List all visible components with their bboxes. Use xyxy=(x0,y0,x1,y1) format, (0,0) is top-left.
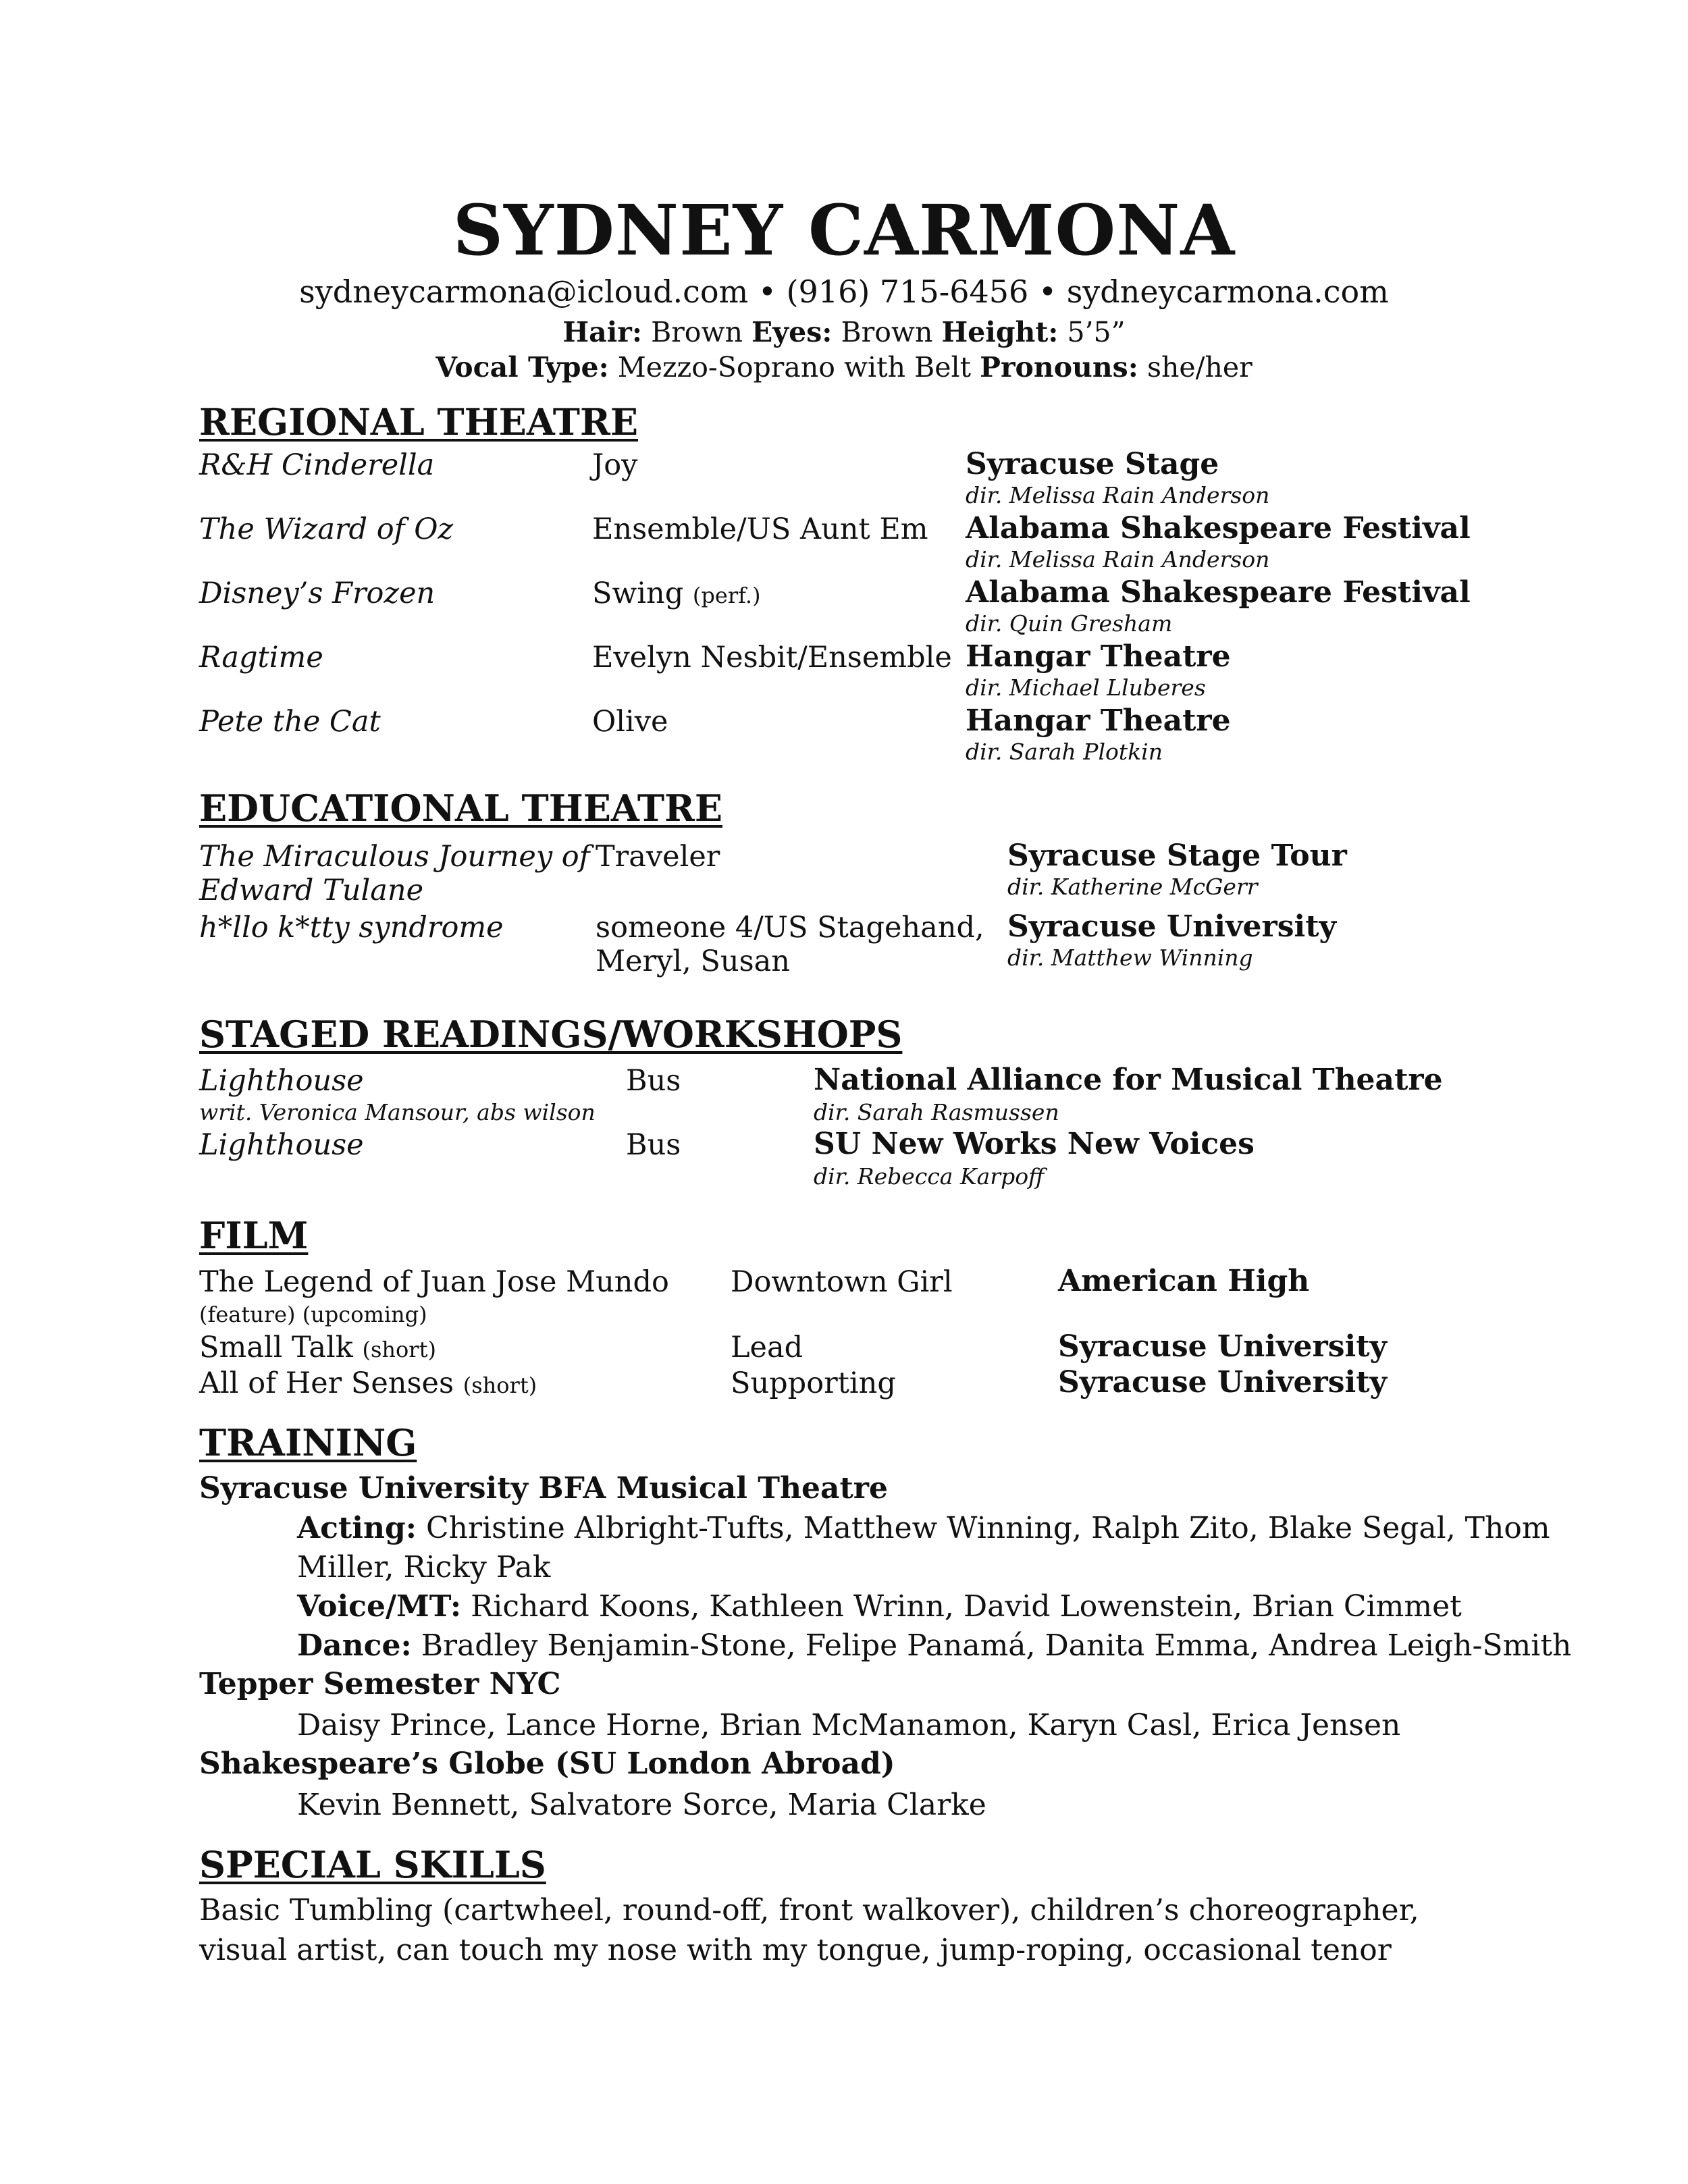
credit-role-name: Swing xyxy=(592,577,684,610)
credit-venue: National Alliance for Musical Theatre xyxy=(814,1063,1443,1097)
credit-writers: writ. Veronica Mansour, abs wilson xyxy=(199,1099,596,1125)
film-role: Lead xyxy=(731,1331,803,1364)
section-film: FILM xyxy=(199,1214,309,1257)
credit-venue: Alabama Shakespeare Festival xyxy=(966,511,1471,545)
film-note: (short) xyxy=(362,1337,436,1362)
credit-show-cont: Edward Tulane xyxy=(199,874,424,907)
pronouns-value: she/her xyxy=(1146,351,1252,383)
dance-label: Dance: xyxy=(297,1628,412,1663)
training-teachers: Daisy Prince, Lance Horne, Brian McManamon, Karyn Casl, Erica Jensen xyxy=(297,1708,1401,1742)
film-company: Syracuse University xyxy=(1058,1329,1388,1364)
training-dance xyxy=(297,1626,1571,1665)
credit-show: Lighthouse xyxy=(199,1064,364,1098)
eyes-label: Eyes: xyxy=(751,316,833,348)
credit-role: Joy xyxy=(592,448,638,482)
credit-show: The Miraculous Journey of xyxy=(199,840,590,874)
credit-show: The Wizard of Oz xyxy=(199,512,454,546)
training-teachers: Kevin Bennett, Salvatore Sorce, Maria Clarke xyxy=(297,1788,986,1822)
acting-teachers: Christine Albright-Tufts, Matthew Winning, Ralph Zito, Blake Segal, Thom xyxy=(425,1511,1550,1545)
section-educational-theatre: EDUCATIONAL THEATRE xyxy=(199,787,723,830)
film-company: Syracuse University xyxy=(1058,1365,1388,1400)
credit-show: Pete the Cat xyxy=(199,705,381,739)
skills-text: Basic Tumbling (cartwheel, round-off, front walkover), children’s choreographer, visual artist, can touch my nose with my tongue, jump-roping, occasional tenor xyxy=(199,1893,1419,1968)
height-label: Height: xyxy=(941,316,1059,348)
credit-role: Ensemble/US Aunt Em xyxy=(592,512,928,546)
credit-venue: Syracuse University xyxy=(1007,909,1337,944)
credit-venue: SU New Works New Voices xyxy=(814,1127,1255,1161)
film-note: (feature) (upcoming) xyxy=(199,1302,427,1327)
credit-role xyxy=(592,577,760,610)
credit-role: someone 4/US Stagehand, xyxy=(596,911,984,944)
credit-show: Ragtime xyxy=(199,641,323,674)
film-title: Small Talk xyxy=(199,1331,353,1364)
credit-role: Traveler xyxy=(596,840,720,874)
training-voice xyxy=(297,1587,1462,1626)
film-role: Downtown Girl xyxy=(731,1265,953,1299)
credit-role: Bus xyxy=(626,1128,681,1162)
credit-director: dir. Sarah Plotkin xyxy=(966,739,1163,765)
credit-director: dir. Michael Lluberes xyxy=(966,674,1206,701)
page-title: SYDNEY CARMONA xyxy=(452,190,1236,271)
credit-show: R&H Cinderella xyxy=(199,448,435,482)
height-value: 5’5” xyxy=(1067,316,1126,348)
training-program: Syracuse University BFA Musical Theatre xyxy=(199,1471,888,1506)
film-title: All of Her Senses xyxy=(199,1366,454,1400)
credit-venue: Syracuse Stage Tour xyxy=(1007,838,1347,873)
film-title-row xyxy=(199,1331,436,1364)
hair-value: Brown xyxy=(651,316,743,348)
training-program: Tepper Semester NYC xyxy=(199,1667,561,1701)
credit-venue: Syracuse Stage xyxy=(966,447,1219,481)
film-title-row xyxy=(199,1367,537,1400)
vocal-value: Mezzo-Soprano with Belt xyxy=(617,351,972,383)
voice-label: Voice/MT: xyxy=(297,1589,462,1624)
film-title: The Legend of Juan Jose Mundo xyxy=(199,1265,669,1299)
credit-show: Lighthouse xyxy=(199,1128,364,1162)
credit-venue: Hangar Theatre xyxy=(966,639,1231,674)
acting-label: Acting: xyxy=(297,1511,417,1545)
physical-stats xyxy=(0,316,1688,349)
contact-line: sydneycarmona@icloud.com • (916) 715-6456 • sydneycarmona.com xyxy=(299,273,1389,310)
hair-label: Hair: xyxy=(562,316,643,348)
credit-role: Evelyn Nesbit/Ensemble xyxy=(592,641,952,674)
section-staged-readings: STAGED READINGS/WORKSHOPS xyxy=(199,1013,903,1056)
credit-director: dir. Sarah Rasmussen xyxy=(814,1099,1059,1125)
dance-teachers: Bradley Benjamin-Stone, Felipe Panamá, Danita Emma, Andrea Leigh-Smith xyxy=(421,1628,1572,1663)
film-company: American High xyxy=(1058,1264,1310,1298)
eyes-value: Brown xyxy=(841,316,933,348)
pronouns-label: Pronouns: xyxy=(980,351,1138,383)
film-role: Supporting xyxy=(731,1366,896,1400)
vocal-label: Vocal Type: xyxy=(436,351,609,383)
training-acting-cont: Miller, Ricky Pak xyxy=(297,1550,551,1584)
credit-role-note: (perf.) xyxy=(692,583,761,608)
credit-director: dir. Matthew Winning xyxy=(1007,944,1253,971)
section-special-skills: SPECIAL SKILLS xyxy=(199,1843,546,1886)
credit-venue: Hangar Theatre xyxy=(966,703,1231,738)
credit-role: Olive xyxy=(592,705,668,739)
training-acting xyxy=(297,1509,1550,1547)
credit-director: dir. Quin Gresham xyxy=(966,610,1173,637)
voice-teachers: Richard Koons, Kathleen Wrinn, David Lowenstein, Brian Cimmet xyxy=(471,1589,1462,1624)
section-training: TRAINING xyxy=(199,1421,417,1464)
section-regional-theatre: REGIONAL THEATRE xyxy=(199,400,639,444)
credit-venue: Alabama Shakespeare Festival xyxy=(966,575,1471,610)
training-program: Shakespeare’s Globe (SU London Abroad) xyxy=(199,1747,895,1781)
credit-director: dir. Melissa Rain Anderson xyxy=(966,482,1270,508)
credit-show: h*llo k*tty syndrome xyxy=(199,911,504,944)
vocal-stats xyxy=(0,351,1688,384)
credit-role-cont: Meryl, Susan xyxy=(596,944,790,978)
credit-show: Disney’s Frozen xyxy=(199,577,436,610)
credit-role: Bus xyxy=(626,1064,681,1098)
credit-director: dir. Katherine McGerr xyxy=(1007,874,1258,900)
credit-director: dir. Melissa Rain Anderson xyxy=(966,546,1270,572)
film-note: (short) xyxy=(463,1373,537,1398)
credit-director: dir. Rebecca Karpoff xyxy=(814,1163,1045,1190)
